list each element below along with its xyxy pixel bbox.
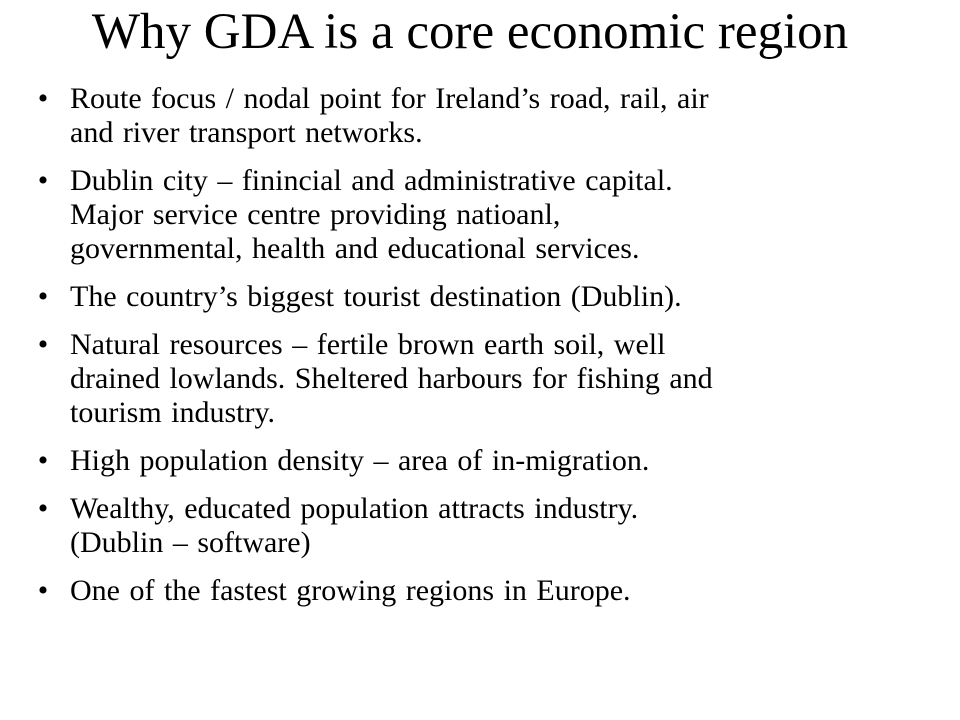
bullet-icon: •: [37, 444, 49, 477]
bullet-line: drained lowlands. Sheltered harbours for fishing and: [70, 362, 713, 395]
bullet-icon: •: [37, 328, 49, 361]
bullet-line: High population density – area of in-migration.: [70, 444, 650, 477]
bullet-line: governmental, health and educational services.: [70, 232, 640, 265]
bullet-line: Major service centre providing natioanl,: [70, 198, 561, 231]
bullet-text: [70, 492, 920, 560]
bullet-text: [70, 164, 920, 266]
bullet-text: [70, 280, 920, 314]
bullet-icon: •: [37, 82, 49, 115]
bullet-line: Natural resources – fertile brown earth soil, well: [70, 328, 666, 361]
bullet-item: [0, 492, 920, 560]
bullet-icon: •: [37, 574, 49, 607]
bullet-icon: •: [37, 492, 49, 525]
bullet-text: [70, 82, 920, 150]
bullet-line: The country’s biggest tourist destination (Dublin).: [70, 280, 682, 313]
bullet-line: (Dublin – software): [70, 526, 311, 559]
bullet-item: [0, 164, 920, 266]
bullet-icon: •: [37, 280, 49, 313]
bullet-line: and river transport networks.: [70, 116, 423, 149]
bullet-item: [0, 82, 920, 150]
bullet-icon: •: [37, 164, 49, 197]
bullet-text: [70, 444, 920, 478]
bullet-text: [70, 328, 920, 430]
bullet-line: tourism industry.: [70, 396, 276, 429]
bullet-line: Dublin city – finincial and administrative capital.: [70, 164, 673, 197]
bullet-text: [70, 574, 920, 608]
bullet-line: Route focus / nodal point for Ireland’s road, rail, air: [70, 82, 709, 115]
bullet-line: Wealthy, educated population attracts industry.: [70, 492, 639, 525]
bullet-item: [0, 328, 920, 430]
bullet-item: [0, 280, 920, 314]
bullet-item: [0, 574, 920, 608]
slide-title: Why GDA is a core economic region: [91, 4, 849, 60]
bullet-list: [0, 82, 920, 622]
bullet-item: [0, 444, 920, 478]
bullet-line: One of the fastest growing regions in Europe.: [70, 574, 631, 607]
